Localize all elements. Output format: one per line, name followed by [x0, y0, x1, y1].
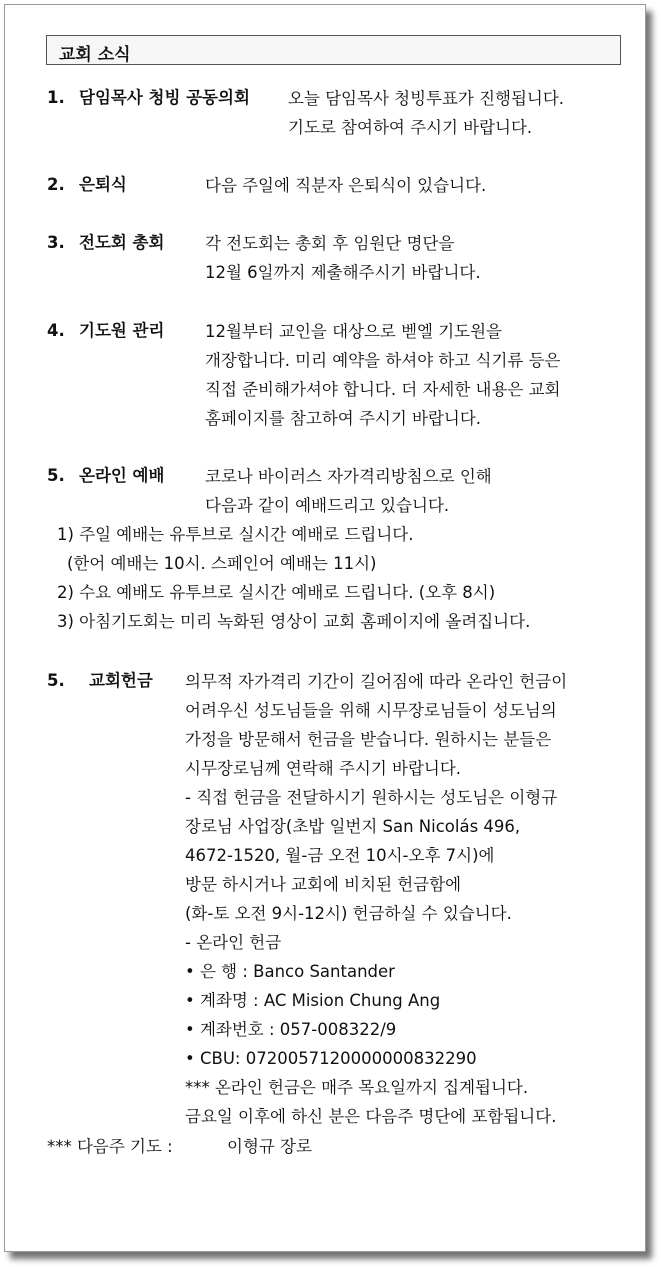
item-5-sub-1-note: (한어 예배는 10시. 스페인어 예배는 11시) [67, 554, 377, 573]
item-2-heading: 은퇴식 [79, 175, 127, 194]
footer-name: 이형규 장로 [227, 1137, 312, 1156]
item-6-line-9: (화-토 오전 9시-12시) 헌금하실 수 있습니다. [185, 904, 512, 923]
item-5-heading: 온라인 예배 [79, 466, 165, 485]
item-3-heading: 전도회 총회 [79, 233, 165, 252]
item-1-line-2: 기도로 참여하여 주시기 바랍니다. [288, 118, 533, 137]
item-1-number: 1. [47, 88, 65, 107]
item-6-note-1: *** 온라인 헌금은 매주 목요일까지 집계됩니다. [185, 1078, 529, 1097]
item-4-heading: 기도원 관리 [79, 321, 165, 340]
item-6-account-name: • 계좌명 : AC Mision Chung Ang [185, 991, 441, 1010]
item-1-heading: 담임목사 청빙 공동의회 [79, 88, 250, 107]
item-3-line-2: 12월 6일까지 제출해주시기 바랍니다. [205, 263, 481, 282]
item-5-sub-2: 2) 수요 예배도 유투브로 실시간 예배로 드립니다. (오후 8시) [57, 583, 496, 602]
bulletin-page [4, 4, 646, 1252]
item-3-number: 3. [47, 233, 65, 252]
page-title: 교회 소식 [59, 45, 131, 65]
item-6-line-3: 가정을 방문해서 헌금을 받습니다. 원하시는 분들은 [185, 730, 552, 749]
item-6-line-10: - 온라인 헌금 [185, 933, 282, 952]
item-5-number: 5. [47, 466, 65, 485]
title-box [46, 35, 621, 65]
item-6-line-8: 방문 하시거나 교회에 비치된 헌금함에 [185, 875, 462, 894]
item-2-number: 2. [47, 175, 65, 194]
item-6-cbu: • CBU: 0720057120000000832290 [185, 1049, 477, 1068]
footer-label: *** 다음주 기도 : [47, 1137, 173, 1156]
item-6-bank: • 은 행 : Banco Santander [185, 962, 395, 981]
item-6-line-2: 어려우신 성도님들을 위해 시무장로님들이 성도님의 [185, 701, 557, 720]
item-5-sub-3: 3) 아침기도회는 미리 녹화된 영상이 교회 홈페이지에 올려집니다. [57, 612, 531, 631]
item-4-line-3: 직접 준비해가셔야 합니다. 더 자세한 내용은 교회 [205, 380, 561, 399]
item-6-heading: 교회헌금 [89, 671, 153, 690]
item-6-note-2: 금요일 이후에 하신 분은 다음주 명단에 포함됩니다. [185, 1107, 557, 1126]
item-5-sub-1: 1) 주일 예배는 유투브로 실시간 예배로 드립니다. [57, 525, 414, 544]
item-2-line-1: 다음 주일에 직분자 은퇴식이 있습니다. [205, 176, 487, 195]
item-6-line-5: - 직접 헌금을 전달하시기 원하시는 성도님은 이형규 [185, 788, 558, 807]
item-6-number: 5. [47, 671, 65, 690]
item-1-line-1: 오늘 담임목사 청빙투표가 진행됩니다. [288, 89, 565, 108]
item-6-line-4: 시무장로님께 연락해 주시기 바랍니다. [185, 759, 462, 778]
item-4-line-2: 개장합니다. 미리 예약을 하셔야 하고 식기류 등은 [205, 351, 561, 370]
item-4-number: 4. [47, 321, 65, 340]
item-6-line-1: 의무적 자가격리 기간이 길어짐에 따라 온라인 헌금이 [185, 672, 568, 691]
item-6-line-7: 4672-1520, 월-금 오전 10시-오후 7시)에 [185, 846, 495, 865]
item-6-account-number: • 계좌번호 : 057-008322/9 [185, 1020, 397, 1039]
item-4-line-1: 12월부터 교인을 대상으로 벧엘 기도원을 [205, 322, 502, 341]
item-6-line-6: 장로님 사업장(초밥 일번지 San Nicolás 496, [185, 817, 521, 836]
item-5-line-1: 코로나 바이러스 자가격리방침으로 인해 [205, 467, 492, 486]
item-5-line-2: 다음과 같이 예배드리고 있습니다. [205, 496, 450, 515]
item-3-line-1: 각 전도회는 총회 후 임원단 명단을 [205, 234, 455, 253]
item-4-line-4: 홈페이지를 참고하여 주시기 바랍니다. [205, 409, 482, 428]
